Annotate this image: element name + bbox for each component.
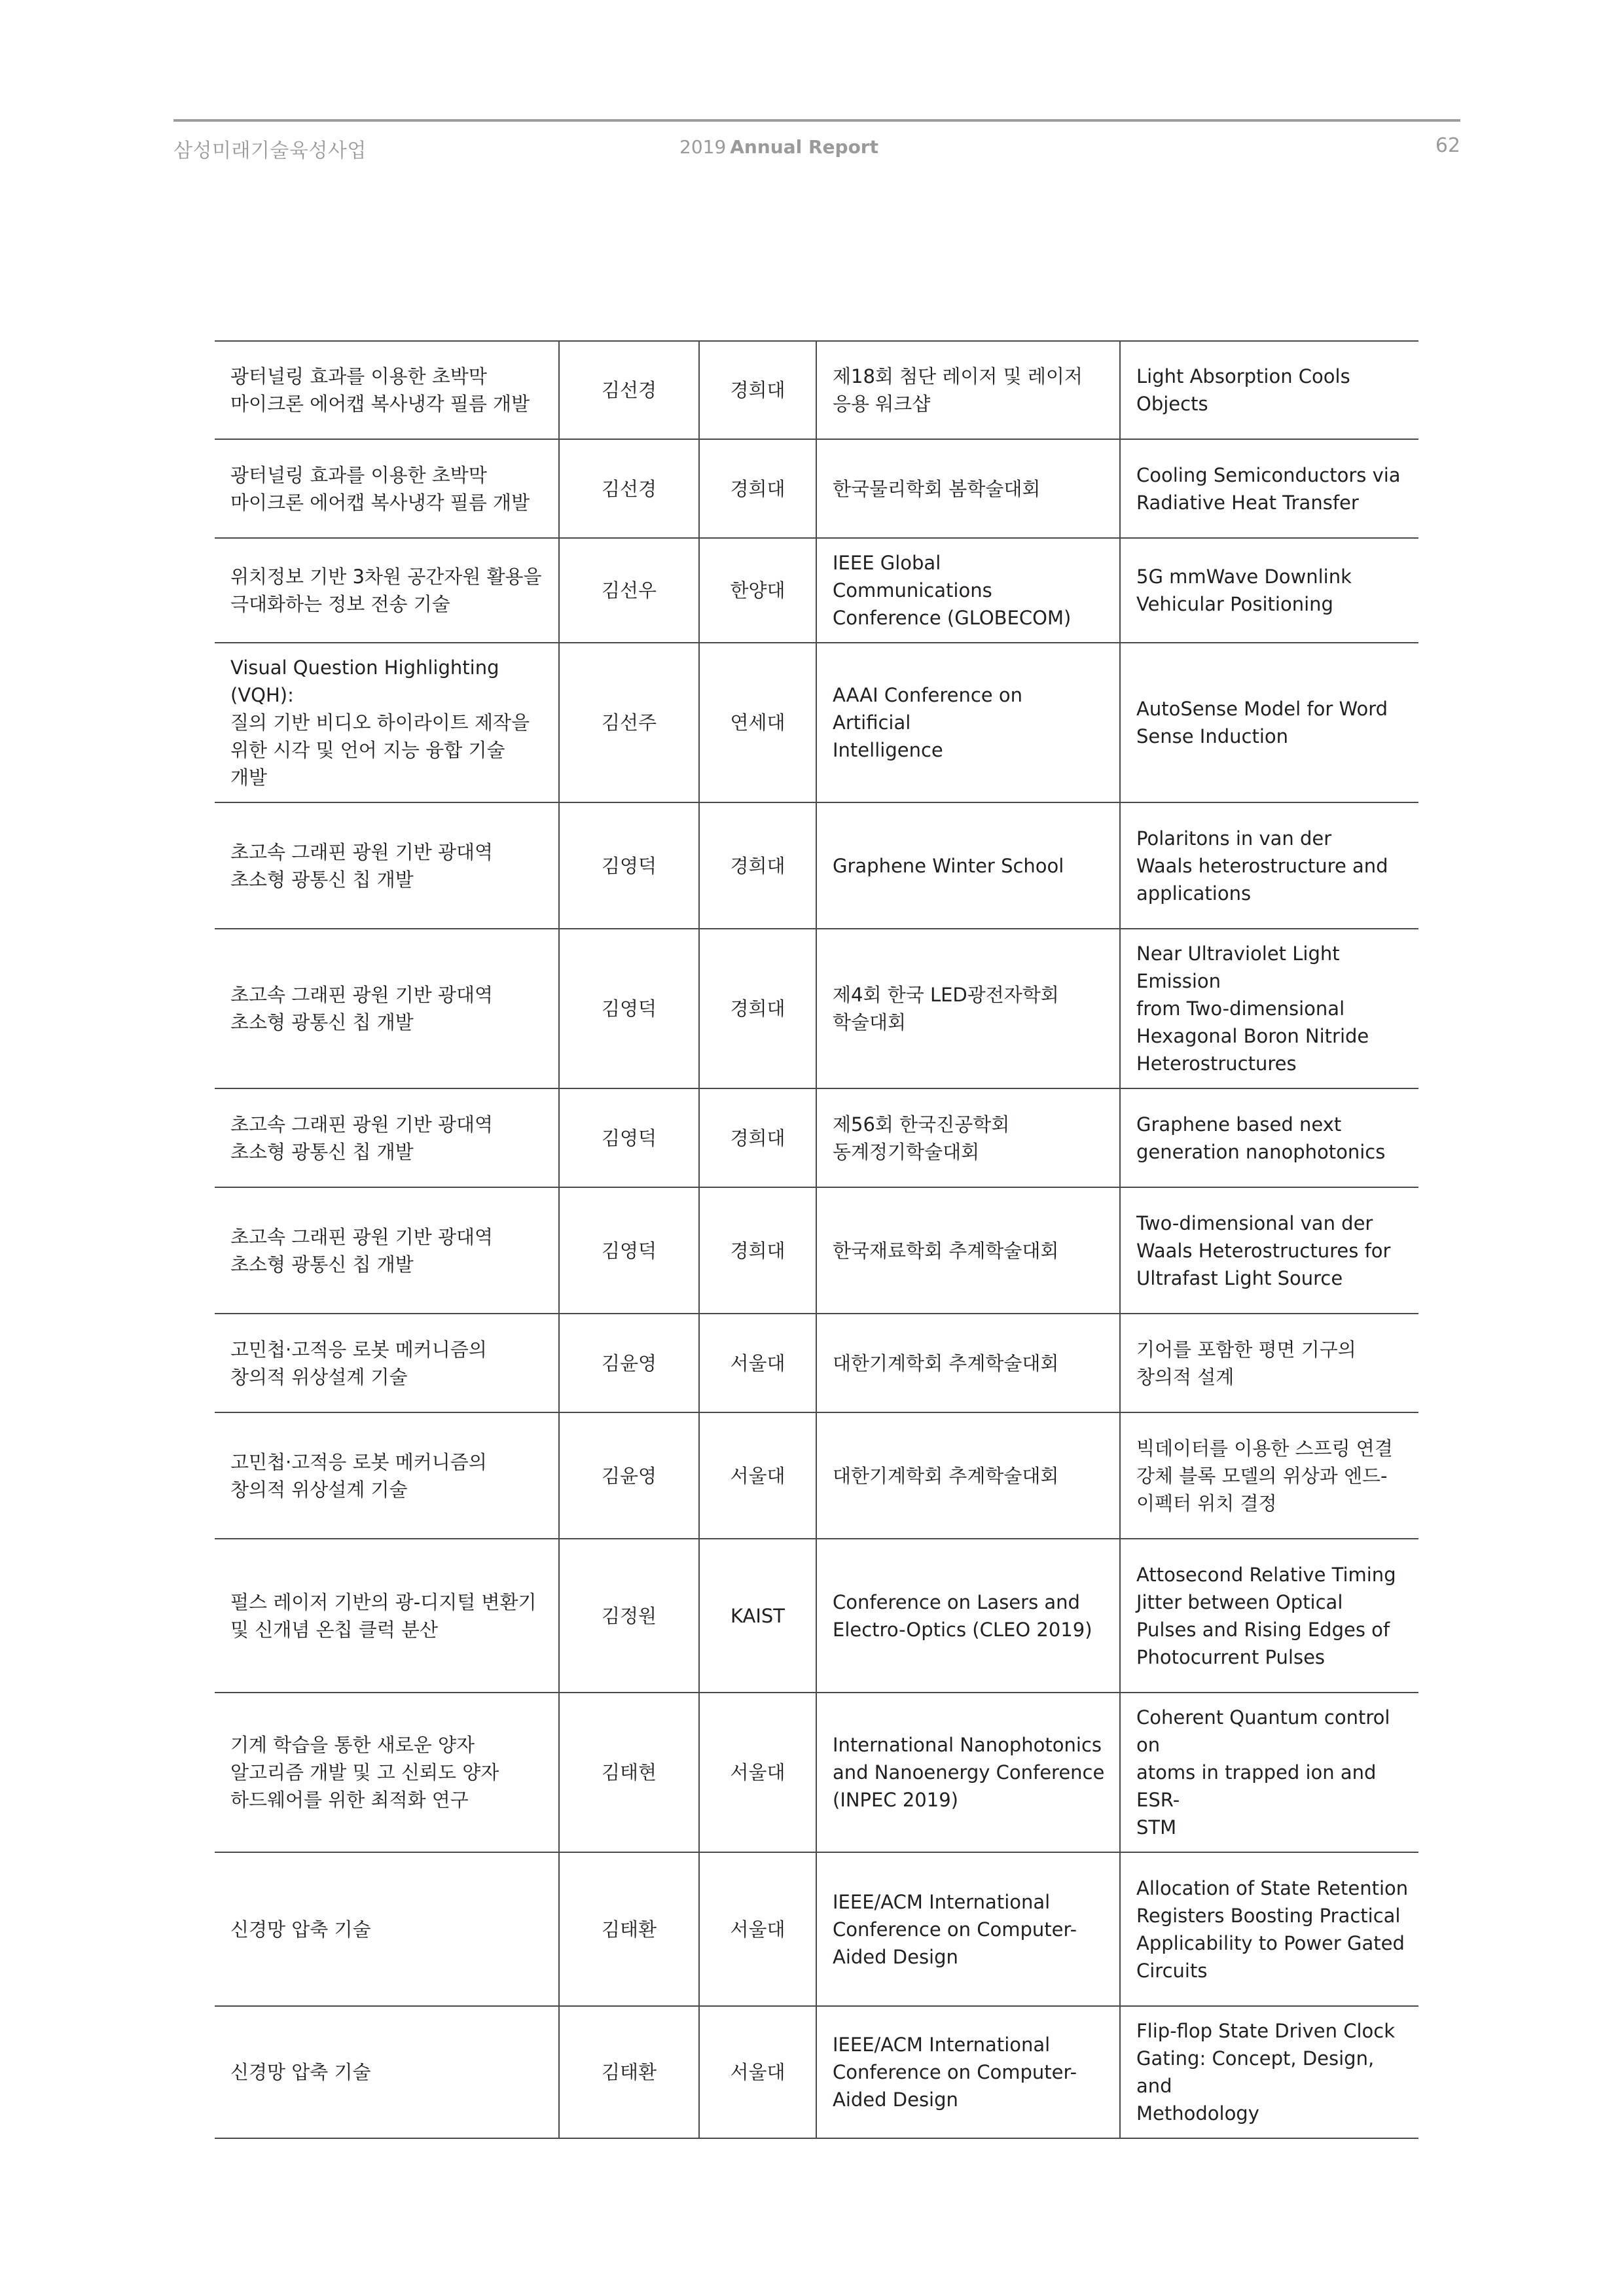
paper-title-cell <box>1120 1088 1418 1187</box>
conference-cell <box>816 1314 1120 1412</box>
university-cell <box>699 1693 816 1852</box>
table-row <box>215 1088 1418 1187</box>
researcher-name: 김태환 <box>601 2061 657 2083</box>
header-report-name: Annual Report <box>730 136 878 158</box>
table-row <box>215 1412 1418 1539</box>
university-name: 경희대 <box>730 477 785 500</box>
researcher-cell <box>559 538 699 643</box>
table-row <box>215 1314 1418 1412</box>
researcher-name: 김선경 <box>601 379 657 401</box>
table-row <box>215 538 1418 643</box>
header-rule <box>173 119 1460 122</box>
table-row <box>215 1187 1418 1314</box>
project-title: 초고속 그래핀 광원 기반 광대역 초소형 광통신 칩 개발 <box>230 984 494 1033</box>
university-name: 경희대 <box>730 854 785 877</box>
university-cell <box>699 1187 816 1314</box>
paper-title: Two-dimensional van der Waals Heterostructures for Ultrafast Light Source <box>1136 1211 1391 1289</box>
conference-cell <box>816 802 1120 929</box>
university-cell <box>699 929 816 1088</box>
researcher-cell <box>559 1693 699 1852</box>
paper-title-cell <box>1120 1412 1418 1539</box>
researcher-name: 김영덕 <box>601 997 657 1020</box>
header-report-title <box>679 136 878 158</box>
conference-name: 대한기계학회 추계학술대회 <box>833 1352 1059 1374</box>
paper-title: Cooling Semiconductors via Radiative Heat Transfer <box>1136 463 1401 514</box>
researcher-name: 김선주 <box>601 711 657 734</box>
project-title: Visual Question Highlighting (VQH): 질의 기반 비디오 하이라이트 제작을 위한 시각 및 언어 지능 융합 기술 개발 <box>230 656 530 789</box>
university-name: KAIST <box>730 1604 785 1627</box>
table-row <box>215 643 1418 802</box>
researcher-name: 김윤영 <box>601 1464 657 1487</box>
project-title: 신경망 압축 기술 <box>230 1918 371 1941</box>
researcher-name: 김태현 <box>601 1761 657 1784</box>
university-name: 서울대 <box>730 1761 785 1784</box>
conference-cell <box>816 643 1120 802</box>
project-title-cell <box>215 439 559 538</box>
conference-cell <box>816 439 1120 538</box>
project-title-cell <box>215 341 559 439</box>
page-number: 62 <box>1435 134 1460 157</box>
project-title-cell <box>215 1412 559 1539</box>
project-title-cell <box>215 538 559 643</box>
researcher-name: 김윤영 <box>601 1352 657 1374</box>
conference-name: 한국재료학회 추계학술대회 <box>833 1239 1059 1262</box>
researcher-cell <box>559 643 699 802</box>
conference-name: Graphene Winter School <box>833 854 1064 877</box>
paper-title: Near Ultraviolet Light Emission from Two-dimensional Hexagonal Boron Nitride Heterostructures <box>1136 942 1369 1075</box>
project-title-cell <box>215 2006 559 2138</box>
paper-title-cell <box>1120 1693 1418 1852</box>
researcher-cell <box>559 341 699 439</box>
conference-cell <box>816 1852 1120 2006</box>
researcher-name: 김선경 <box>601 477 657 500</box>
table-row <box>215 802 1418 929</box>
paper-title: 기어를 포함한 평면 기구의 창의적 설계 <box>1136 1338 1356 1388</box>
paper-title-cell <box>1120 538 1418 643</box>
paper-title: 빅데이터를 이용한 스프링 연결 강체 블록 모델의 위상과 엔드- 이펙터 위치 결정 <box>1136 1437 1393 1515</box>
project-title-cell <box>215 643 559 802</box>
university-cell <box>699 1852 816 2006</box>
university-name: 서울대 <box>730 1918 785 1941</box>
paper-title: Polaritons in van der Waals heterostructure and applications <box>1136 827 1388 905</box>
paper-title-cell <box>1120 2006 1418 2138</box>
project-title: 위치정보 기반 3차원 공간자원 활용을 극대화하는 정보 전송 기술 <box>230 565 542 615</box>
researcher-name: 김영덕 <box>601 1126 657 1149</box>
paper-title-cell <box>1120 643 1418 802</box>
university-cell <box>699 643 816 802</box>
university-cell <box>699 2006 816 2138</box>
paper-title: Allocation of State Retention Registers Boosting Practical Applicability to Power Gated Circuits <box>1136 1876 1409 1982</box>
university-cell <box>699 1088 816 1187</box>
conference-name: 제4회 한국 LED광전자학회 학술대회 <box>833 984 1059 1033</box>
university-name: 경희대 <box>730 1126 785 1149</box>
university-cell <box>699 341 816 439</box>
project-title: 고민첩·고적응 로봇 메커니즘의 창의적 위상설계 기술 <box>230 1338 487 1388</box>
researcher-name: 김영덕 <box>601 1239 657 1262</box>
university-name: 경희대 <box>730 379 785 401</box>
publication-table <box>215 340 1418 2139</box>
conference-name: 한국물리학회 봄학술대회 <box>833 477 1041 500</box>
university-name: 서울대 <box>730 1352 785 1374</box>
project-title-cell <box>215 1539 559 1693</box>
project-title: 펄스 레이저 기반의 광-디지털 변환기 및 신개념 온칩 클럭 분산 <box>230 1590 537 1641</box>
researcher-name: 김태환 <box>601 1918 657 1941</box>
table-row <box>215 439 1418 538</box>
conference-name: IEEE Global Communications Conference (GLOBECOM) <box>833 552 1072 629</box>
project-title-cell <box>215 1187 559 1314</box>
university-name: 연세대 <box>730 711 785 734</box>
paper-title-cell <box>1120 802 1418 929</box>
table-row <box>215 1539 1418 1693</box>
project-title-cell <box>215 1088 559 1187</box>
header-report-year: 2019 <box>679 136 727 158</box>
conference-name: AAAI Conference on Artificial Intelligence <box>833 684 1022 761</box>
researcher-cell <box>559 2006 699 2138</box>
paper-title-cell <box>1120 439 1418 538</box>
university-cell <box>699 538 816 643</box>
researcher-name: 김영덕 <box>601 854 657 877</box>
table-row <box>215 1852 1418 2006</box>
university-cell <box>699 1539 816 1693</box>
project-title: 신경망 압축 기술 <box>230 2061 371 2083</box>
researcher-cell <box>559 1539 699 1693</box>
conference-cell <box>816 2006 1120 2138</box>
paper-title-cell <box>1120 929 1418 1088</box>
table-row <box>215 341 1418 439</box>
researcher-cell <box>559 439 699 538</box>
conference-cell <box>816 1088 1120 1187</box>
researcher-cell <box>559 1852 699 2006</box>
project-title-cell <box>215 1693 559 1852</box>
university-name: 한양대 <box>730 579 785 601</box>
paper-title-cell <box>1120 1539 1418 1693</box>
paper-title: 5G mmWave Downlink Vehicular Positioning <box>1136 565 1352 615</box>
conference-name: 제56회 한국진공학회 동계정기학술대회 <box>833 1113 1010 1163</box>
project-title: 기계 학습을 통한 새로운 양자 알고리즘 개발 및 고 신뢰도 양자 하드웨어를 위한 최적화 연구 <box>230 1734 499 1811</box>
header-org-name: 삼성미래기술육성사업 <box>173 139 367 162</box>
university-cell <box>699 1412 816 1539</box>
table-row <box>215 1693 1418 1852</box>
paper-title: AutoSense Model for Word Sense Induction <box>1136 698 1388 747</box>
researcher-name: 김선우 <box>601 579 657 601</box>
paper-title-cell <box>1120 1314 1418 1412</box>
project-title: 광터널링 효과를 이용한 초박막 마이크론 에어캡 복사냉각 필름 개발 <box>230 365 530 415</box>
university-name: 서울대 <box>730 2061 785 2083</box>
paper-title: Coherent Quantum control on atoms in trapped ion and ESR- STM <box>1136 1706 1390 1839</box>
paper-title-cell <box>1120 1852 1418 2006</box>
conference-name: IEEE/ACM International Conference on Computer- Aided Design <box>833 1890 1077 1968</box>
conference-cell <box>816 1693 1120 1852</box>
project-title: 초고속 그래핀 광원 기반 광대역 초소형 광통신 칩 개발 <box>230 1225 494 1276</box>
conference-cell <box>816 1187 1120 1314</box>
university-cell <box>699 1314 816 1412</box>
project-title: 초고속 그래핀 광원 기반 광대역 초소형 광통신 칩 개발 <box>230 840 494 891</box>
conference-cell <box>816 1412 1120 1539</box>
researcher-cell <box>559 1088 699 1187</box>
conference-name: 제18회 첨단 레이저 및 레이저 응용 워크샵 <box>833 365 1083 415</box>
paper-title: Flip-flop State Driven Clock Gating: Concept, Design, and Methodology <box>1136 2020 1395 2125</box>
conference-cell <box>816 929 1120 1088</box>
university-cell <box>699 439 816 538</box>
conference-cell <box>816 341 1120 439</box>
conference-cell <box>816 538 1120 643</box>
university-cell <box>699 802 816 929</box>
table-row <box>215 2006 1418 2138</box>
conference-name: 대한기계학회 추계학술대회 <box>833 1464 1059 1487</box>
university-name: 서울대 <box>730 1464 785 1487</box>
paper-title: Light Absorption Cools Objects <box>1136 365 1350 415</box>
conference-name: IEEE/ACM International Conference on Computer- Aided Design <box>833 2034 1077 2111</box>
project-title: 광터널링 효과를 이용한 초박막 마이크론 에어캡 복사냉각 필름 개발 <box>230 463 530 514</box>
conference-name: International Nanophotonics and Nanoenergy Conference (INPEC 2019) <box>833 1734 1105 1811</box>
paper-title-cell <box>1120 1187 1418 1314</box>
university-name: 경희대 <box>730 1239 785 1262</box>
project-title-cell <box>215 1852 559 2006</box>
researcher-cell <box>559 1412 699 1539</box>
project-title: 초고속 그래핀 광원 기반 광대역 초소형 광통신 칩 개발 <box>230 1113 494 1163</box>
project-title-cell <box>215 802 559 929</box>
project-title-cell <box>215 929 559 1088</box>
table-row <box>215 929 1418 1088</box>
conference-name: Conference on Lasers and Electro-Optics (CLEO 2019) <box>833 1590 1092 1641</box>
researcher-name: 김정원 <box>601 1604 657 1627</box>
paper-title: Graphene based next generation nanophotonics <box>1136 1113 1386 1163</box>
paper-title: Attosecond Relative Timing Jitter between Optical Pulses and Rising Edges of Photocurrent Pulses <box>1136 1563 1396 1668</box>
conference-cell <box>816 1539 1120 1693</box>
researcher-cell <box>559 929 699 1088</box>
paper-title-cell <box>1120 341 1418 439</box>
university-name: 경희대 <box>730 997 785 1020</box>
researcher-cell <box>559 802 699 929</box>
researcher-cell <box>559 1314 699 1412</box>
researcher-cell <box>559 1187 699 1314</box>
project-title-cell <box>215 1314 559 1412</box>
project-title: 고민첩·고적응 로봇 메커니즘의 창의적 위상설계 기술 <box>230 1450 487 1501</box>
publication-table-body <box>215 341 1418 2138</box>
